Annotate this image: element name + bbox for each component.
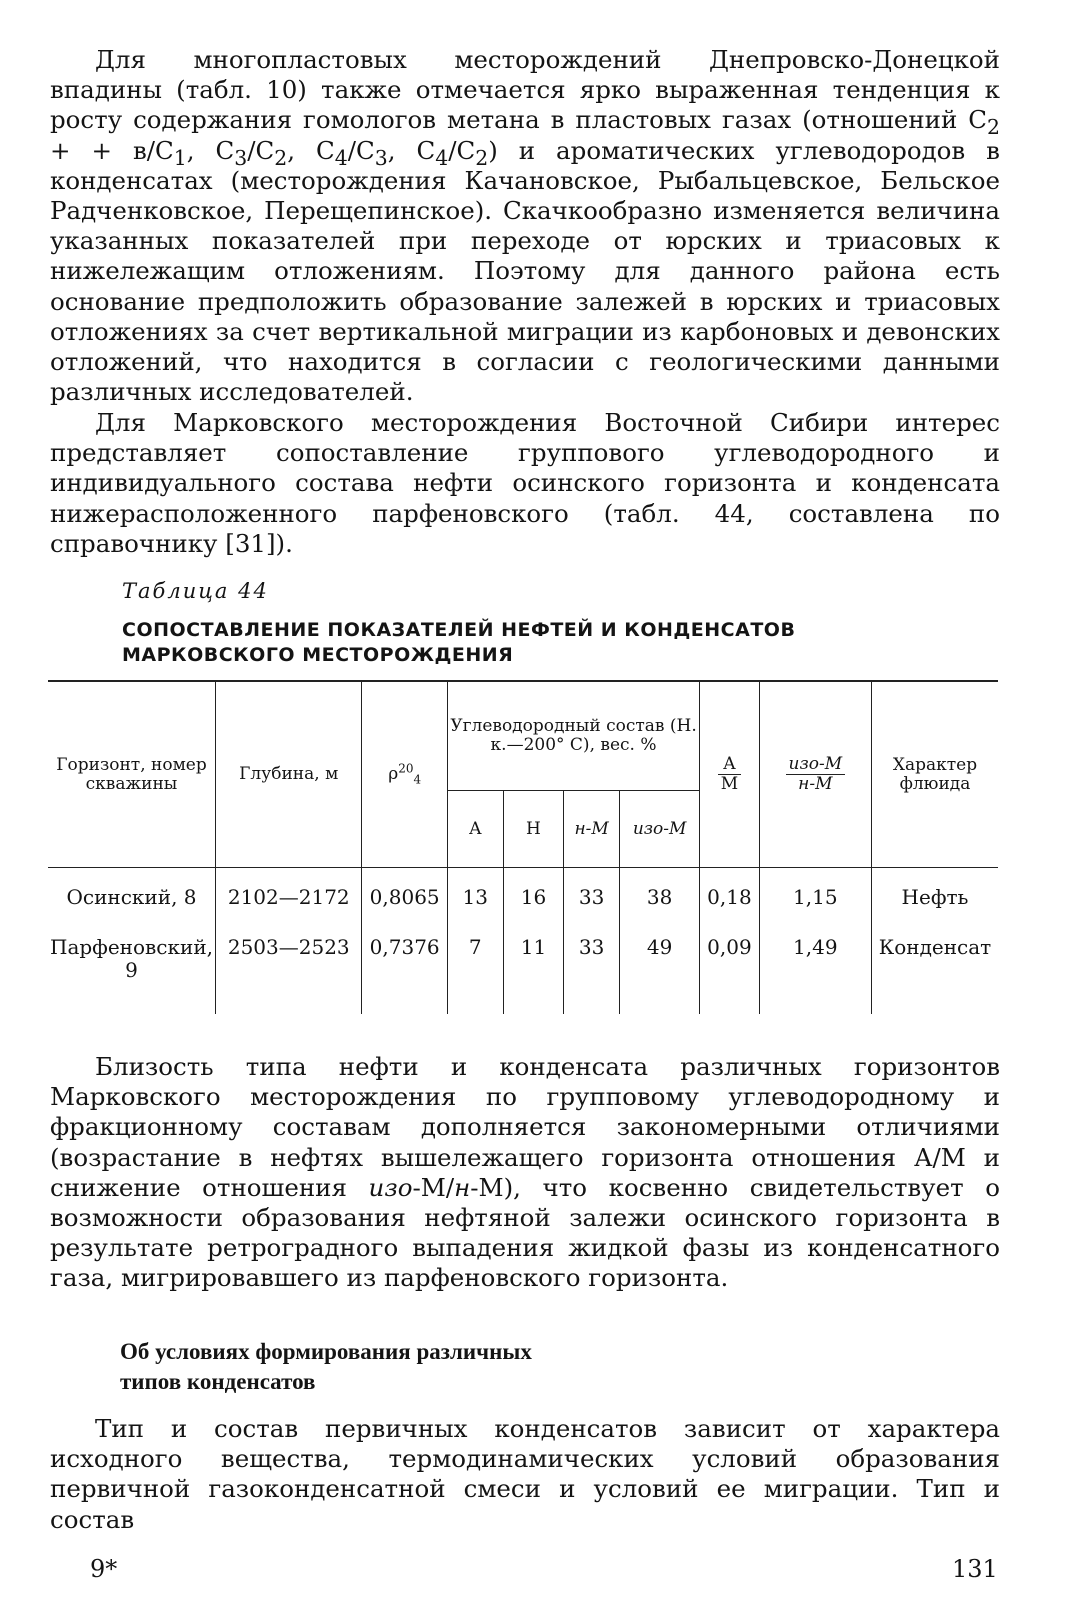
cell-ratio-a-m: 0,18 <box>700 868 759 937</box>
paragraph-dnepr-donetsk: Для многопластовых месторождений Днепровско-Донецкой впадины (табл. 10) также отмечается ярко выраженная тенденция к росту содержания гомологов метана в пластовых газах (отношений $C_2$ + + $в/C_1$, $C_3/C_2$, $C_4/C_3$, $C_4/C_2$) и ароматических углеводородов в конденсатах (месторождения Качановское, Рыбальцевское, Бельское Радченковское, Перещепинское). Скачкообразно изменяется величина указанных показателей при переходе от юрских и триасовых к нижележащим отложениям. Поэтому для данного района есть основание предположить образование залежей в юрских и триасовых отложениях за счет вертикальной миграции из карбоновых и девонских отложений, что находится в согласии с геологическими данными различных исследователей. <box>50 45 1000 407</box>
table-row <box>48 936 998 1014</box>
cell-n-methane: 33 <box>564 868 620 937</box>
header-fluid: Характер флюида <box>871 681 998 868</box>
cell-naphthenic: 11 <box>503 936 564 1014</box>
cell-ratio-iso-n: 1,15 <box>759 868 871 937</box>
header-horizon: Горизонт, номер скважины <box>48 681 216 868</box>
header-hc-composition: Углеводородный состав (Н. к.—200° С), вес. % <box>447 681 699 791</box>
paragraph-condensate-types: Тип и состав первичных конденсатов зависит от характера исходного вещества, термодинамических условий образования первичной газоконденсатной смеси и условий ее миграции. Тип и состав <box>50 1414 1000 1534</box>
cell-n-methane: 33 <box>564 936 620 1014</box>
cell-iso-methane: 49 <box>620 936 700 1014</box>
table-caption: Таблица 44 <box>122 579 269 603</box>
paragraph-similarity: Близость типа нефти и конденсата различных горизонтов Марковского месторождения по групповому углеводородному и фракционному составам дополняется закономерными отличиями (возрастание в нефтях вышележащего горизонта отношения А/М и снижение отношения изо-М/н-М), что косвенно свидетельствует о возможности образования нефтяной залежи осинского горизонта в результате ретроградного выпадения жидкой фазы из конденсатного газа, мигрировавшего из парфеновского горизонта. <box>50 1052 1000 1293</box>
cell-ratio-iso-n: 1,49 <box>759 936 871 1014</box>
cell-fluid: Нефть <box>871 868 998 937</box>
cell-horizon: Парфеновский, 9 <box>48 936 216 1014</box>
header-ratio-iso-n: $\frac{\text{изо-М}}{н-М}$ <box>759 681 871 868</box>
cell-naphthenic: 16 <box>503 868 564 937</box>
cell-density: 0,7376 <box>362 936 447 1014</box>
cell-depth: 2503—2523 <box>216 936 362 1014</box>
header-naphthenic: Н <box>503 791 564 868</box>
table-title: СОПОСТАВЛЕНИЕ ПОКАЗАТЕЛЕЙ НЕФТЕЙ И КОНДЕНСАТОВ МАРКОВСКОГО МЕСТОРОЖДЕНИЯ <box>122 619 796 666</box>
header-iso-methane: изо-М <box>620 791 700 868</box>
cell-aromatic: 7 <box>447 936 503 1014</box>
header-aromatic: А <box>447 791 503 868</box>
cell-aromatic: 13 <box>447 868 503 937</box>
comparison-table <box>48 680 998 1014</box>
cell-density: 0,8065 <box>362 868 447 937</box>
cell-iso-methane: 38 <box>620 868 700 937</box>
page-number: 131 <box>952 1555 998 1583</box>
header-ratio-a-m: $\frac{А}{М}$ <box>700 681 759 868</box>
header-n-methane: н-М <box>564 791 620 868</box>
paragraph-markovo: Для Марковского месторождения Восточной Сибири интерес представляет сопоставление группового углеводородного и индивидуального состава нефти осинского горизонта и конденсата нижерасположенного парфеновского (табл. 44, составлена по справочнику [31]). <box>50 408 1000 558</box>
cell-fluid: Конденсат <box>871 936 998 1014</box>
table-row <box>48 868 998 937</box>
header-depth: Глубина, м <box>216 681 362 868</box>
section-heading: Об условиях формирования различных типов конденсатов <box>120 1339 532 1394</box>
cell-depth: 2102—2172 <box>216 868 362 937</box>
cell-ratio-a-m: 0,09 <box>700 936 759 1014</box>
header-density: $\rho^{20}_4$ <box>362 681 447 868</box>
cell-horizon: Осинский, 8 <box>48 868 216 937</box>
signature-mark: 9* <box>90 1555 118 1583</box>
